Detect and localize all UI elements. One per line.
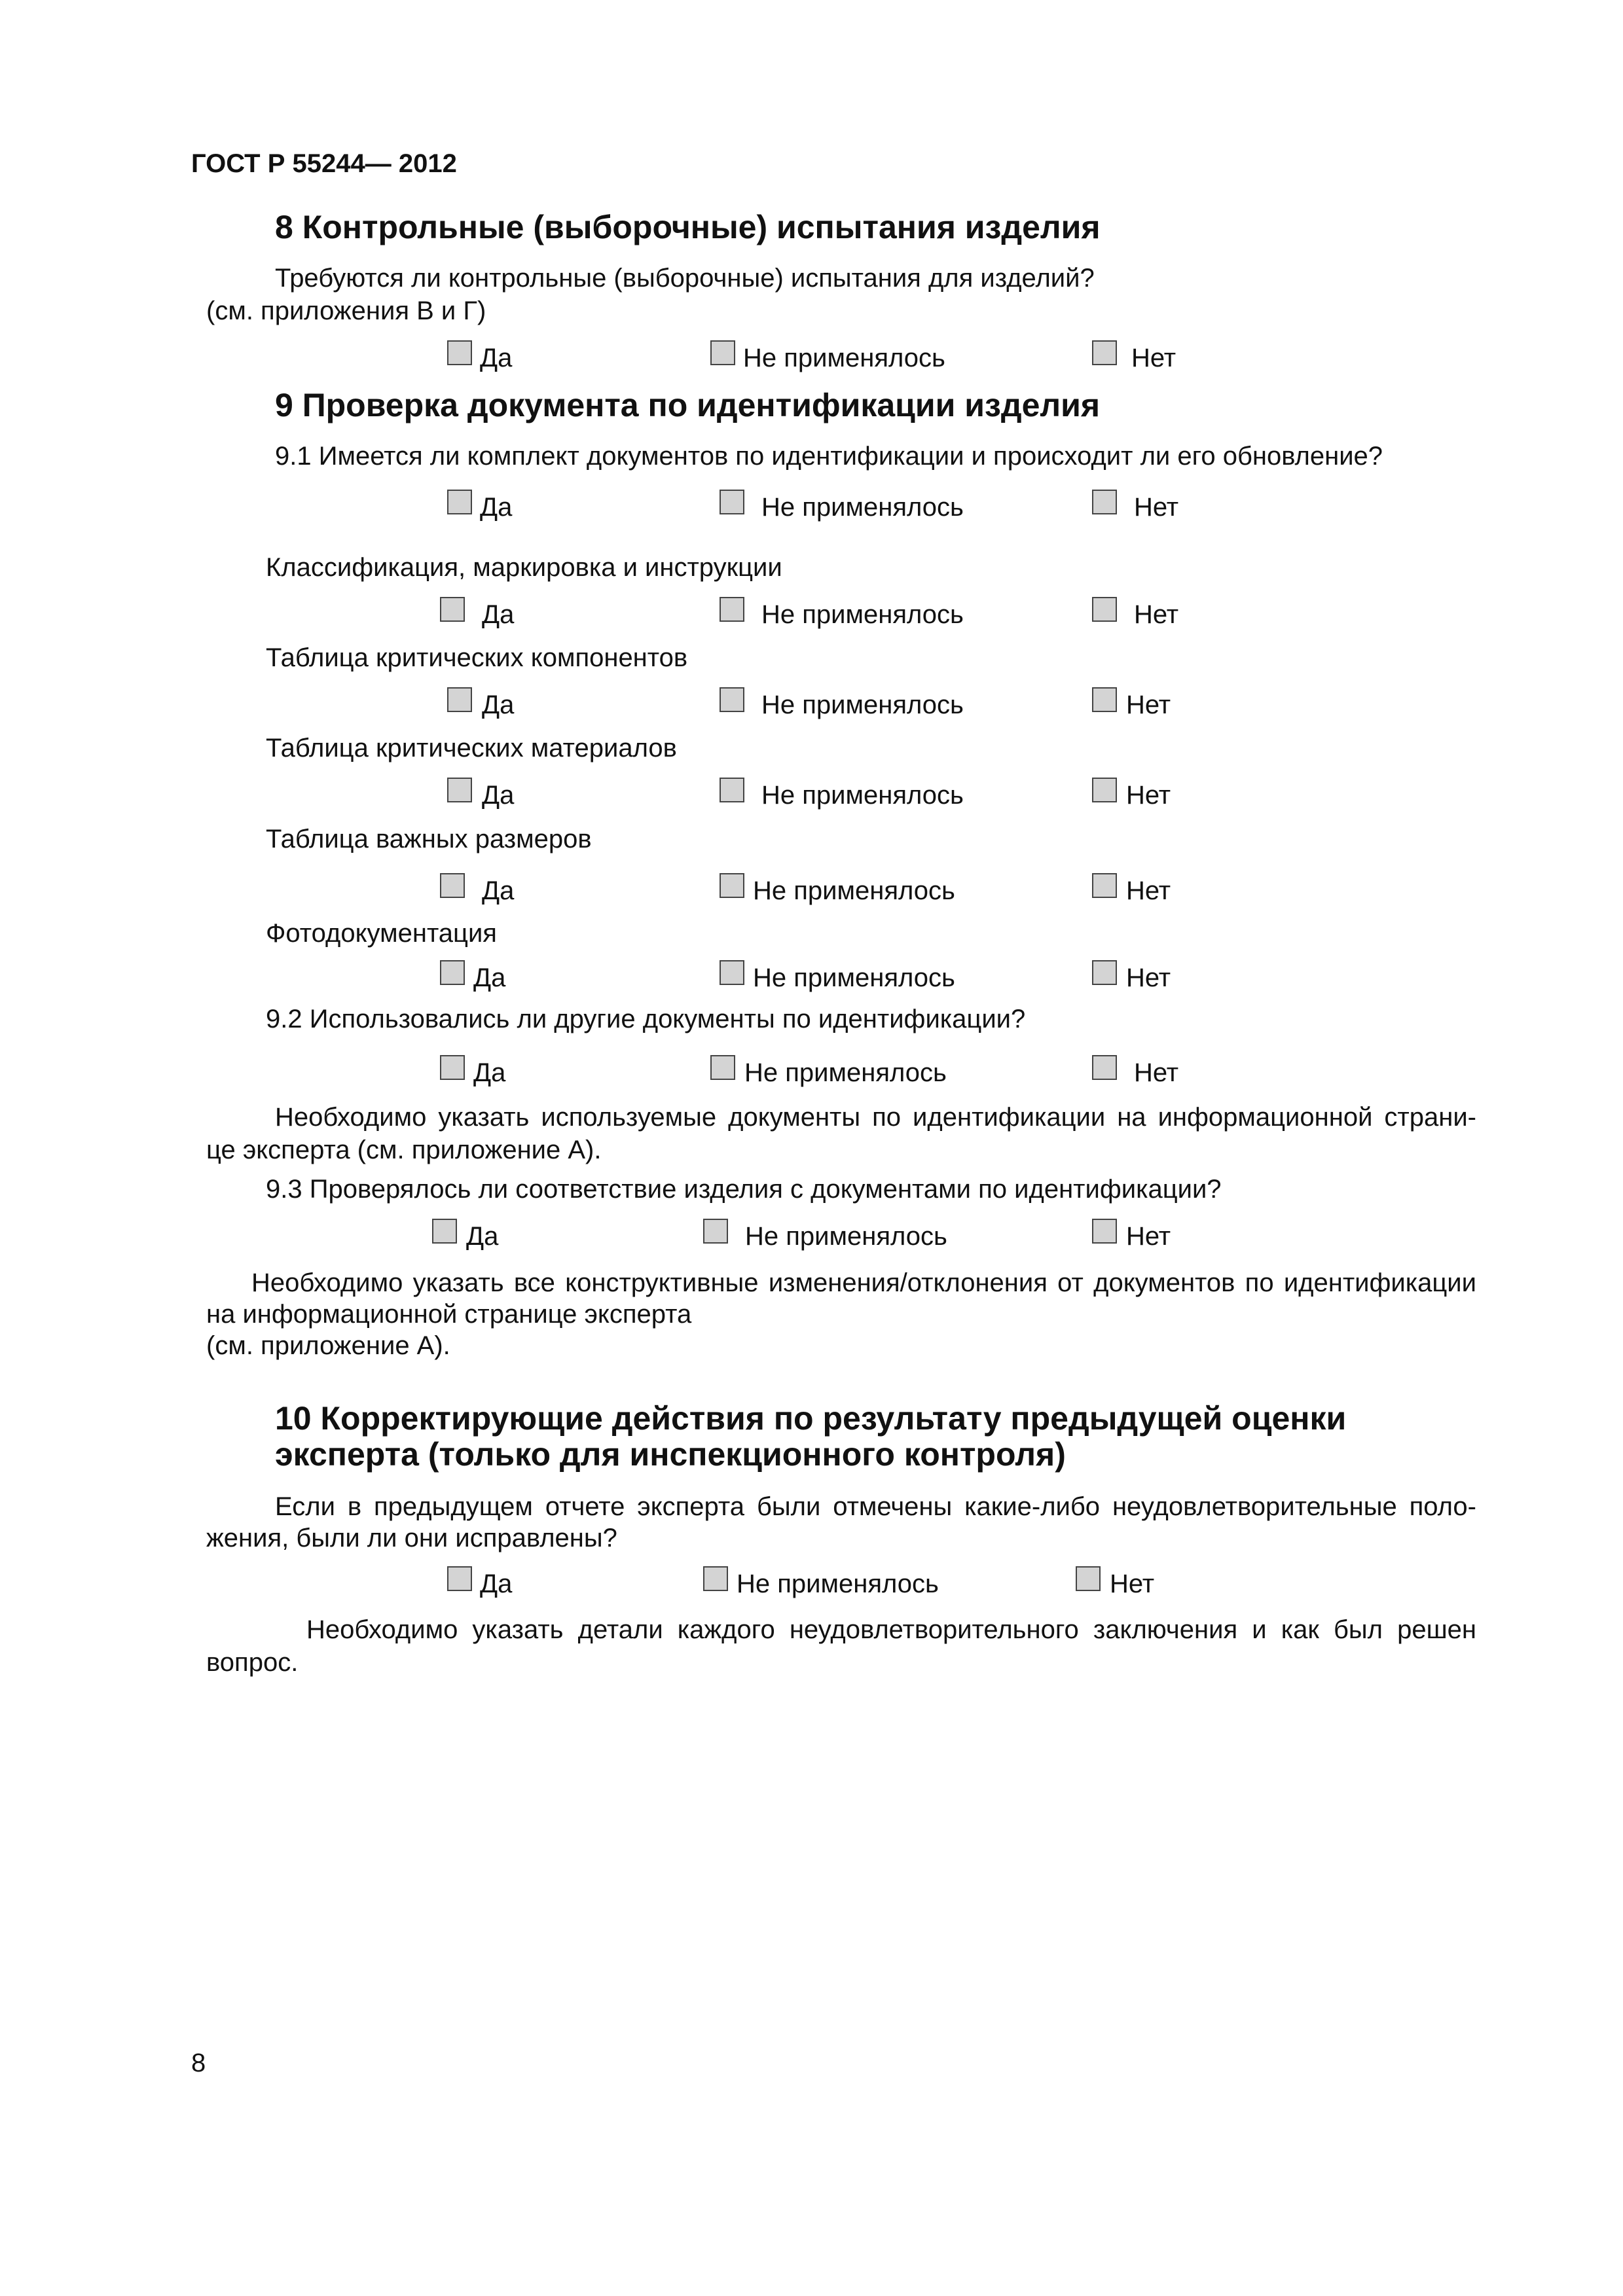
- components-yes-checkbox[interactable]: [447, 687, 472, 712]
- section-8-question-ref: (см. приложения В и Г): [206, 296, 486, 325]
- section-10-heading-line1: 10 Корректирующие действия по результату предыдущей оценки: [275, 1400, 1347, 1437]
- sub-important-dimensions: Таблица важных размеров: [266, 825, 592, 853]
- materials-no-checkbox[interactable]: [1092, 778, 1117, 802]
- note-9-2-line1: Необходимо указать используемые документы по идентификации на информационной страни-: [275, 1103, 1476, 1132]
- dimensions-no-checkbox[interactable]: [1092, 873, 1117, 898]
- section-8-heading: 8 Контрольные (выборочные) испытания изделия: [275, 209, 1101, 245]
- dimensions-yes-label: Да: [482, 876, 515, 905]
- question-9-2: 9.2 Использовались ли другие документы по идентификации?: [266, 1005, 1026, 1033]
- s10-no-label: Нет: [1110, 1570, 1155, 1598]
- classification-not-applied-label: Не применялось: [761, 600, 964, 629]
- s10-not-applied-checkbox[interactable]: [703, 1566, 728, 1591]
- q93-yes-label: Да: [466, 1222, 499, 1251]
- q91-yes-checkbox[interactable]: [447, 490, 472, 514]
- s10-yes-checkbox[interactable]: [447, 1566, 472, 1591]
- sub-photo-documentation: Фотодокументация: [266, 919, 497, 948]
- q92-not-applied-label: Не применялось: [744, 1058, 947, 1087]
- classification-yes-checkbox[interactable]: [440, 597, 465, 622]
- s10-not-applied-label: Не применялось: [737, 1570, 939, 1598]
- photo-no-checkbox[interactable]: [1092, 960, 1117, 985]
- sub-classification: Классификация, маркировка и инструкции: [266, 553, 782, 582]
- section-10-note-line2: вопрос.: [206, 1648, 299, 1677]
- classification-not-applied-checkbox[interactable]: [720, 597, 744, 622]
- photo-not-applied-checkbox[interactable]: [720, 960, 744, 985]
- note-9-3-line2: на информационной странице эксперта: [206, 1300, 692, 1329]
- dimensions-not-applied-checkbox[interactable]: [720, 873, 744, 898]
- s10-no-checkbox[interactable]: [1076, 1566, 1101, 1591]
- photo-yes-checkbox[interactable]: [440, 960, 465, 985]
- section-10-heading-line2: эксперта (только для инспекционного контроля): [275, 1436, 1066, 1473]
- question-9-1: 9.1 Имеется ли комплект документов по идентификации и происходит ли его обновление?: [275, 442, 1383, 471]
- q93-not-applied-checkbox[interactable]: [703, 1219, 728, 1244]
- question-9-3: 9.3 Проверялось ли соответствие изделия с документами по идентификации?: [266, 1175, 1222, 1204]
- s10-yes-label: Да: [480, 1570, 513, 1598]
- q93-yes-checkbox[interactable]: [432, 1219, 457, 1244]
- classification-no-checkbox[interactable]: [1092, 597, 1117, 622]
- page-number: 8: [191, 2049, 206, 2077]
- standard-code: ГОСТ Р 55244— 2012: [191, 149, 457, 178]
- materials-not-applied-checkbox[interactable]: [720, 778, 744, 802]
- materials-yes-checkbox[interactable]: [447, 778, 472, 802]
- note-9-3-line1: Необходимо указать все конструктивные изменения/отклонения от документов по идентификации: [251, 1268, 1476, 1297]
- q92-not-applied-checkbox[interactable]: [710, 1055, 735, 1080]
- materials-not-applied-label: Не применялось: [761, 781, 964, 810]
- dimensions-no-label: Нет: [1126, 876, 1171, 905]
- components-not-applied-label: Не применялось: [761, 691, 964, 719]
- s8-no-label: Нет: [1131, 344, 1176, 372]
- sub-critical-materials: Таблица критических материалов: [266, 734, 677, 762]
- components-no-checkbox[interactable]: [1092, 687, 1117, 712]
- s8-yes-label: Да: [480, 344, 513, 372]
- q93-no-label: Нет: [1126, 1222, 1171, 1251]
- sub-critical-components: Таблица критических компонентов: [266, 643, 688, 672]
- components-yes-label: Да: [482, 691, 515, 719]
- s8-not-applied-checkbox[interactable]: [710, 340, 735, 365]
- q92-yes-label: Да: [473, 1058, 506, 1087]
- q91-not-applied-checkbox[interactable]: [720, 490, 744, 514]
- s8-not-applied-label: Не применялось: [743, 344, 945, 372]
- section-9-heading: 9 Проверка документа по идентификации изделия: [275, 387, 1101, 423]
- section-10-question-line2: жения, были ли они исправлены?: [206, 1524, 617, 1552]
- dimensions-yes-checkbox[interactable]: [440, 873, 465, 898]
- section-8-question: Требуются ли контрольные (выборочные) испытания для изделий?: [275, 264, 1095, 293]
- note-9-3-line3: (см. приложение А).: [206, 1331, 450, 1360]
- materials-yes-label: Да: [482, 781, 515, 810]
- classification-yes-label: Да: [482, 600, 515, 629]
- q91-yes-label: Да: [480, 493, 513, 522]
- q91-no-checkbox[interactable]: [1092, 490, 1117, 514]
- s8-no-checkbox[interactable]: [1092, 340, 1117, 365]
- s8-yes-checkbox[interactable]: [447, 340, 472, 365]
- components-no-label: Нет: [1126, 691, 1171, 719]
- components-not-applied-checkbox[interactable]: [720, 687, 744, 712]
- q92-no-checkbox[interactable]: [1092, 1055, 1117, 1080]
- materials-no-label: Нет: [1126, 781, 1171, 810]
- section-10-note-line1: Необходимо указать детали каждого неудовлетворительного заключения и как был решен: [306, 1615, 1476, 1644]
- q93-not-applied-label: Не применялось: [745, 1222, 947, 1251]
- q91-no-label: Нет: [1134, 493, 1179, 522]
- section-10-question-line1: Если в предыдущем отчете эксперта были отмечены какие-либо неудовлетворительные поло-: [275, 1492, 1476, 1521]
- photo-no-label: Нет: [1126, 963, 1171, 992]
- q92-yes-checkbox[interactable]: [440, 1055, 465, 1080]
- q93-no-checkbox[interactable]: [1092, 1219, 1117, 1244]
- q91-not-applied-label: Не применялось: [761, 493, 964, 522]
- classification-no-label: Нет: [1134, 600, 1179, 629]
- dimensions-not-applied-label: Не применялось: [753, 876, 955, 905]
- photo-yes-label: Да: [473, 963, 506, 992]
- photo-not-applied-label: Не применялось: [753, 963, 955, 992]
- note-9-2-line2: це эксперта (см. приложение А).: [206, 1136, 602, 1164]
- q92-no-label: Нет: [1134, 1058, 1179, 1087]
